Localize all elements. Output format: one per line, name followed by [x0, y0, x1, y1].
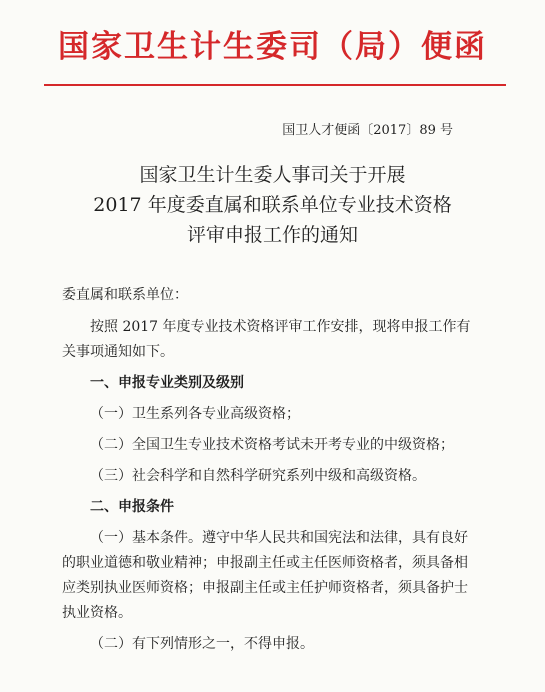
list-item: （二）全国卫生专业技术资格考试未开考专业的中级资格； — [90, 437, 454, 453]
document-number: 国卫人才便函〔2017〕89 号 — [282, 123, 453, 138]
title-line-3: 评审申报工作的通知 — [186, 224, 358, 246]
list-item: （二）有下列情形之一，不得申报。 — [90, 636, 314, 652]
letterhead-title: 国家卫生计生委司（局）便函 — [58, 29, 487, 65]
list-item: （三）社会科学和自然科学研究系列中级和高级资格。 — [90, 468, 426, 484]
intro-paragraph: 按照 2017 年度专业技术资格评审工作安排，现将申报工作有关事项通知如下。 — [62, 319, 471, 360]
title-line-2: 2017 年度委直属和联系单位专业技术资格 — [93, 194, 452, 216]
title-line-1: 国家卫生计生委人事司关于开展 — [139, 164, 406, 186]
document-body — [62, 315, 480, 663]
section-1-heading: 一、申报专业类别及级别 — [90, 375, 244, 391]
section-2-heading: 二、申报条件 — [90, 499, 174, 515]
list-item: （一）卫生系列各专业高级资格； — [90, 406, 300, 422]
list-item: （一）基本条件。遵守中华人民共和国宪法和法律，具有良好的职业道德和敬业精神；申报副主任或主任医师资格者，须具备相应类别执业医师资格；申报副主任或主任护师资格者，须具备护士执业资格。 — [62, 530, 468, 621]
salutation: 委直属和联系单位： — [62, 287, 188, 303]
document-title — [0, 160, 545, 250]
letterhead-divider — [44, 84, 506, 86]
